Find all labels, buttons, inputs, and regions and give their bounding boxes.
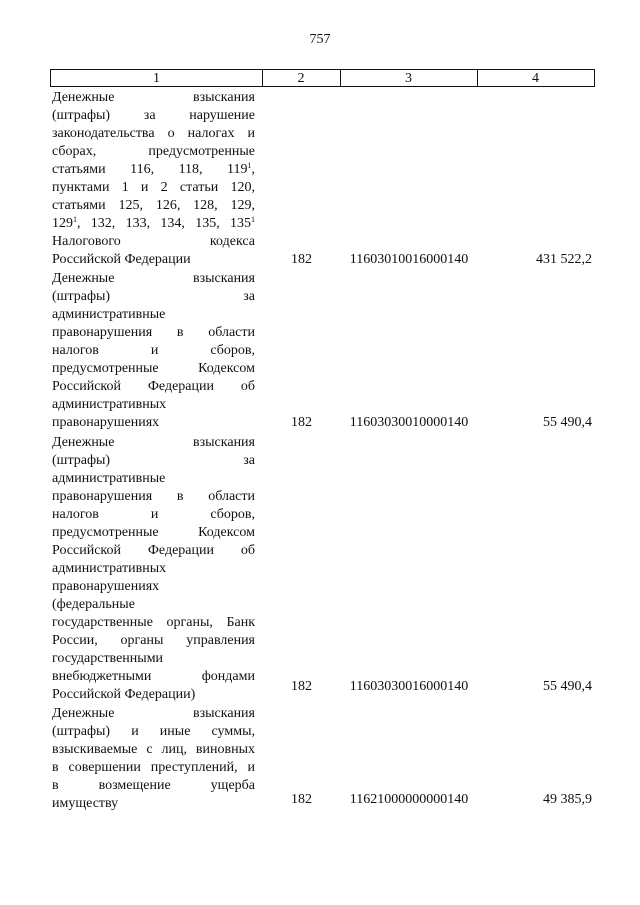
header-col-2: 2 xyxy=(262,69,341,87)
desc-line: Российской Федерации xyxy=(52,252,191,267)
page-number: 757 xyxy=(309,32,331,47)
desc-line: (штрафы) и иные суммы, xyxy=(52,724,255,739)
desc-line: (федеральные xyxy=(52,597,135,612)
desc-line: административные xyxy=(52,307,166,322)
admin-code: 182 xyxy=(291,792,312,807)
desc-line: имуществу xyxy=(52,796,119,811)
budget-classification-code: 11603030010000140 xyxy=(349,415,469,430)
desc-line: статьями 116, 118, $119^1$, xyxy=(52,161,255,177)
desc-line: Российской Федерации об xyxy=(52,543,255,558)
amount: 55 490,4 xyxy=(543,415,592,430)
admin-code: 182 xyxy=(291,252,312,267)
desc-line: Денежные взыскания xyxy=(52,435,255,450)
desc-line: (штрафы) за xyxy=(52,453,255,468)
amount: 49 385,9 xyxy=(543,792,592,807)
row-description xyxy=(52,434,255,704)
desc-line: правонарушения в области xyxy=(52,325,255,340)
admin-code: 182 xyxy=(291,679,312,694)
desc-line: взыскиваемые с лиц, виновных xyxy=(52,742,255,757)
desc-line: $129^1$, 132, 133, 134, 135, $135^1$ xyxy=(52,215,255,231)
desc-line: административных xyxy=(52,397,167,412)
header-col-1: 1 xyxy=(50,69,263,87)
desc-line: государственные органы, Банк xyxy=(52,615,255,630)
budget-classification-code: 11603010016000140 xyxy=(349,252,469,267)
desc-line: государственными xyxy=(52,651,164,666)
desc-line: правонарушениях xyxy=(52,579,160,594)
desc-line: (штрафы) за xyxy=(52,289,255,304)
desc-line: в совершении преступлений, и xyxy=(52,760,255,775)
desc-line: налогов и сборов, xyxy=(52,343,255,358)
desc-line: Российской Федерации) xyxy=(52,687,196,702)
desc-line: правонарушениях xyxy=(52,415,160,430)
desc-line: правонарушения в области xyxy=(52,489,255,504)
budget-classification-code: 11621000000000140 xyxy=(349,792,469,807)
desc-line: предусмотренные Кодексом xyxy=(52,361,255,376)
desc-line: законодательства о налогах и xyxy=(52,126,255,141)
desc-line: (штрафы) за нарушение xyxy=(52,108,255,123)
amount: 431 522,2 xyxy=(536,252,592,267)
desc-line: Денежные взыскания xyxy=(52,706,255,721)
desc-line: налогов и сборов, xyxy=(52,507,255,522)
desc-line: в возмещение ущерба xyxy=(52,778,255,793)
desc-line: пунктами 1 и 2 статьи 120, xyxy=(52,180,255,195)
superscript: 1 xyxy=(73,215,77,224)
desc-line: Денежные взыскания xyxy=(52,90,255,105)
desc-line: внебюджетными фондами xyxy=(52,669,255,684)
budget-classification-code: 11603030016000140 xyxy=(349,679,469,694)
row-description xyxy=(52,705,255,813)
desc-line: России, органы управления xyxy=(52,633,255,648)
header-col-4: 4 xyxy=(477,69,595,87)
header-col-3: 3 xyxy=(340,69,478,87)
desc-line: административных xyxy=(52,561,167,576)
desc-line: Налогового кодекса xyxy=(52,234,255,249)
row-description xyxy=(52,270,255,432)
admin-code: 182 xyxy=(291,415,312,430)
superscript: 1 xyxy=(251,215,255,224)
desc-line: Российской Федерации об xyxy=(52,379,255,394)
desc-line: статьями 125, 126, 128, 129, xyxy=(52,198,255,213)
desc-line: сборах, предусмотренные xyxy=(52,144,255,159)
desc-line: предусмотренные Кодексом xyxy=(52,525,255,540)
desc-line: Денежные взыскания xyxy=(52,271,255,286)
row-description xyxy=(52,89,255,269)
amount: 55 490,4 xyxy=(543,679,592,694)
desc-line: административные xyxy=(52,471,166,486)
superscript: 1 xyxy=(247,161,252,170)
